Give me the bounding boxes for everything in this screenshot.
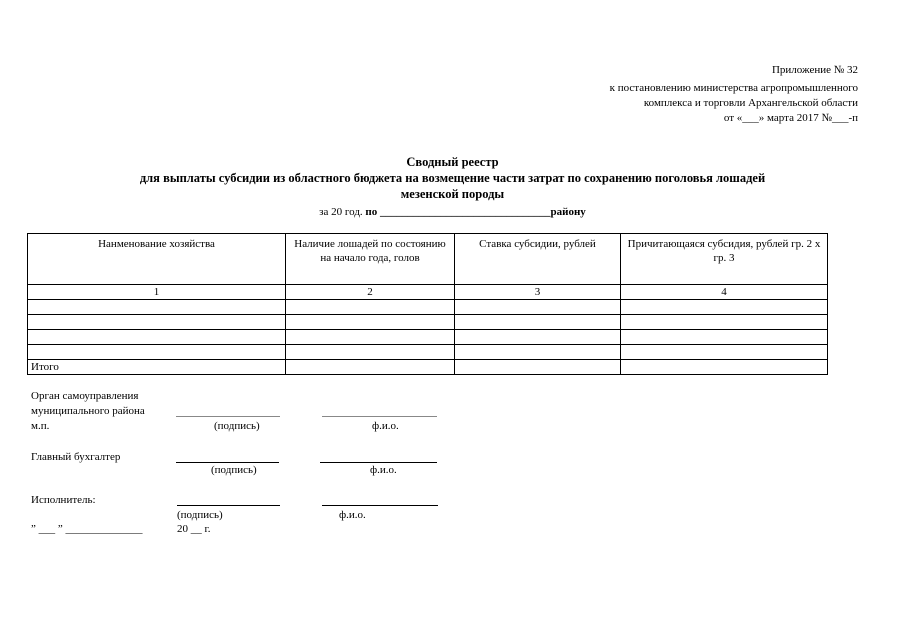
table-column-numbers [28,285,828,300]
executor-fio-caption: ф.и.о. [339,509,366,521]
table-row [28,330,828,345]
table-cell[interactable] [621,300,828,315]
table-cell[interactable] [621,360,828,375]
table-row [28,315,828,330]
executor-fio-line[interactable] [322,505,438,506]
chief-fio-line[interactable] [320,462,437,463]
header-farm-name: Нанменование хозяйства [28,234,286,285]
executor-label: Исполнитель: [31,494,96,506]
executor-signature-caption: (подпись) [177,509,223,521]
table-cell[interactable] [286,345,455,360]
table-cell[interactable] [455,345,621,360]
period-prefix: за 20 год. [319,206,363,218]
table-cell[interactable] [28,345,286,360]
appendix-title: Приложение № 32 [771,64,858,76]
table-cell[interactable] [28,300,286,315]
appendix-line-1: к постановлению министерства агропромышленного [609,82,858,94]
table-row [28,345,828,360]
period-line [0,206,905,218]
document-subtitle-cont: мезенской породы [400,187,505,201]
date-field[interactable]: ” ___ ” ______________ [31,523,143,535]
table-cell[interactable] [286,300,455,315]
table-cell[interactable] [455,330,621,345]
table-cell[interactable] [455,300,621,315]
table-cell[interactable] [621,345,828,360]
table-cell[interactable] [621,315,828,330]
appendix-line-2: комплекса и торговли Архангельской области [643,97,858,109]
document-title: Сводный реестр [406,155,499,169]
org-signature-line[interactable] [176,416,280,417]
appendix-line-3: от «___» марта 2017 №___-п [723,112,858,124]
org-signature-caption: (подпись) [214,420,260,432]
stamp-label: м.п. [31,420,50,432]
register-table [27,233,828,375]
header-subsidy-due: Причитающаяся субсидия, рублей гр. 2 х гр. 3 [621,234,828,285]
column-number: 3 [455,285,621,300]
chief-fio-caption: ф.и.о. [370,464,397,476]
header-horses-count: Наличие лошадей по состоянию на начало года, голов [286,234,455,285]
table-cell[interactable] [455,360,621,375]
executor-signature-line[interactable] [177,505,280,506]
table-header-row [28,234,828,285]
table-cell[interactable] [286,315,455,330]
year-field[interactable]: 20 __ г. [177,523,211,535]
org-label-2: муниципального района [31,405,145,417]
table-cell[interactable] [286,330,455,345]
org-label-1: Орган самоуправления [31,390,139,402]
table-row [28,300,828,315]
table-cell[interactable] [621,330,828,345]
org-fio-line[interactable] [322,416,437,417]
table-cell[interactable] [286,360,455,375]
column-number: 4 [621,285,828,300]
table-cell[interactable] [28,330,286,345]
chief-signature-caption: (подпись) [211,464,257,476]
chief-signature-line[interactable] [176,462,279,463]
total-label: Итого [28,360,286,375]
column-number: 2 [286,285,455,300]
district-field: по _______________________________району [365,206,586,218]
table-cell[interactable] [455,315,621,330]
org-fio-caption: ф.и.о. [372,420,399,432]
column-number: 1 [28,285,286,300]
document-subtitle: для выплаты субсидии из областного бюджета на возмещение части затрат по сохранению поголовья лошадей [139,171,766,185]
table-cell[interactable] [28,315,286,330]
chief-accountant-label: Главный бухгалтер [31,451,121,463]
header-subsidy-rate: Ставка субсидии, рублей [455,234,621,285]
table-total-row [28,360,828,375]
